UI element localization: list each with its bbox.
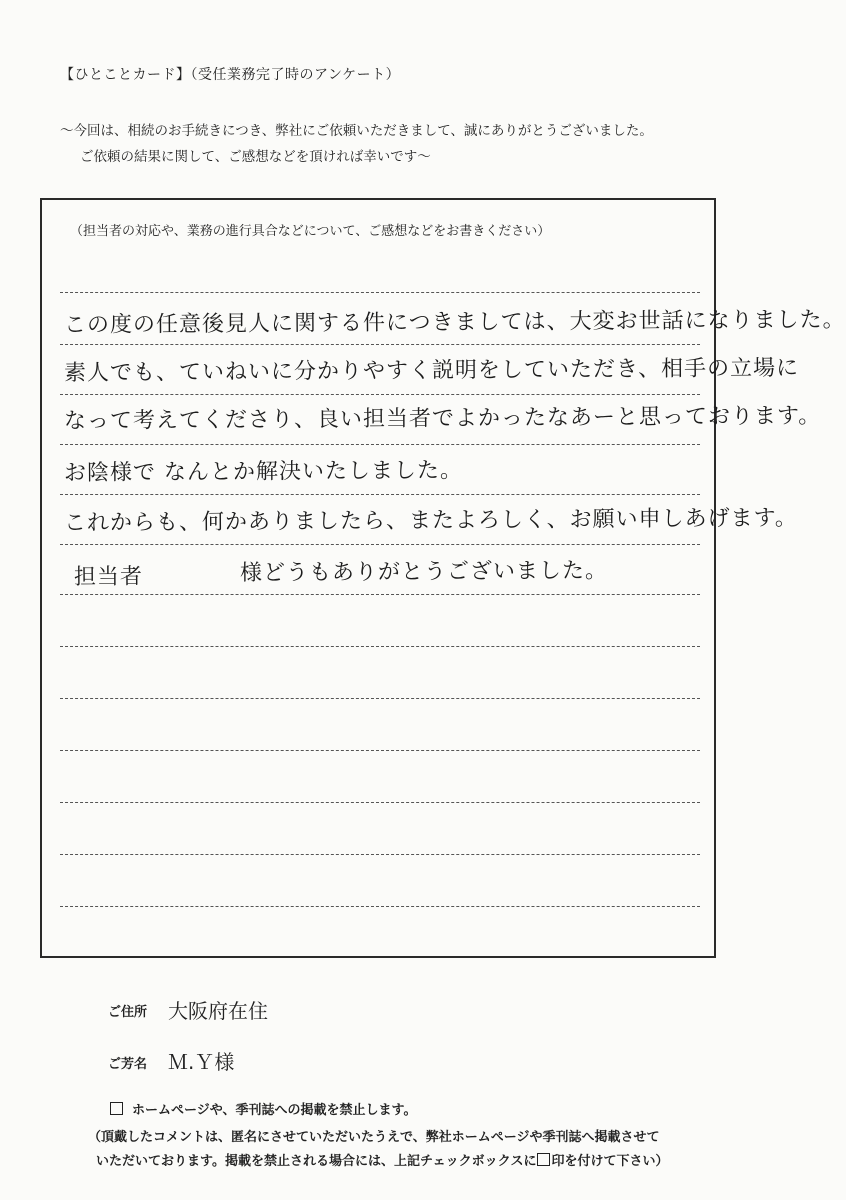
ruled-line [60, 698, 700, 699]
form-title: 【ひとことカード】（受任業務完了時のアンケート） [60, 67, 401, 83]
ruled-line [60, 906, 700, 907]
name-value: Ｍ.Ｙ様 [168, 1050, 235, 1074]
ruled-line [60, 594, 700, 595]
ruled-line [60, 646, 700, 647]
handwritten-line: 素人でも、ていねいに分かりやすく説明をしていただき、相手の立場に [63, 355, 800, 386]
consent-note-line-1: （頂戴したコメントは、匿名にさせていただいたうえで、弊社ホームページや季刊誌へ掲載させて [88, 1130, 660, 1145]
consent-note-line-2 [96, 1150, 668, 1169]
ruled-line [60, 544, 700, 545]
handwritten-staff-thanks: 様どうもありがとうございました。 [239, 558, 609, 586]
publication-opt-out-checkbox[interactable] [110, 1102, 123, 1115]
ruled-line [60, 292, 700, 293]
consent-note-text-a: いただいております。掲載を禁止される場合には、上記チェックボックスに [96, 1154, 537, 1169]
handwritten-line: この度の任意後見人に関する件につきましては、大変お世話になりました。 [63, 307, 846, 338]
ruled-line [60, 494, 700, 495]
address-label: ご住所 [108, 1005, 148, 1020]
handwritten-line: これからも、何かありましたら、またよろしく、お願い申しあげます。 [63, 505, 798, 536]
intro-line-2: ご依頼の結果に関して、ご感想などを頂ければ幸いです～ [80, 149, 431, 165]
ruled-line [60, 394, 700, 395]
intro-line-1: ～今回は、相続のお手続きにつき、弊社にご依頼いただきまして、誠にありがとうございました。 [60, 123, 653, 139]
address-value: 大阪府在住 [168, 999, 268, 1023]
handwritten-line: お陰様で なんとか解決いたしました。 [63, 458, 464, 486]
ruled-line [60, 802, 700, 803]
ruled-line [60, 854, 700, 855]
comment-prompt: （担当者の対応や、業務の進行具合などについて、ご感想などをお書きください） [70, 224, 551, 239]
name-label: ご芳名 [108, 1057, 148, 1072]
handwritten-staff-label: 担当者 [73, 564, 144, 590]
checkbox-icon [537, 1153, 550, 1166]
handwritten-line: なって考えてくださり、良い担当者でよかったなあーと思っております。 [63, 403, 822, 434]
publication-opt-out-label: ホームページや、季刊誌への掲載を禁止します。 [132, 1103, 417, 1118]
ruled-line [60, 750, 700, 751]
ruled-line [60, 444, 700, 445]
consent-note-text-b: 印を付けて下さい） [551, 1154, 669, 1169]
ruled-line [60, 344, 700, 345]
